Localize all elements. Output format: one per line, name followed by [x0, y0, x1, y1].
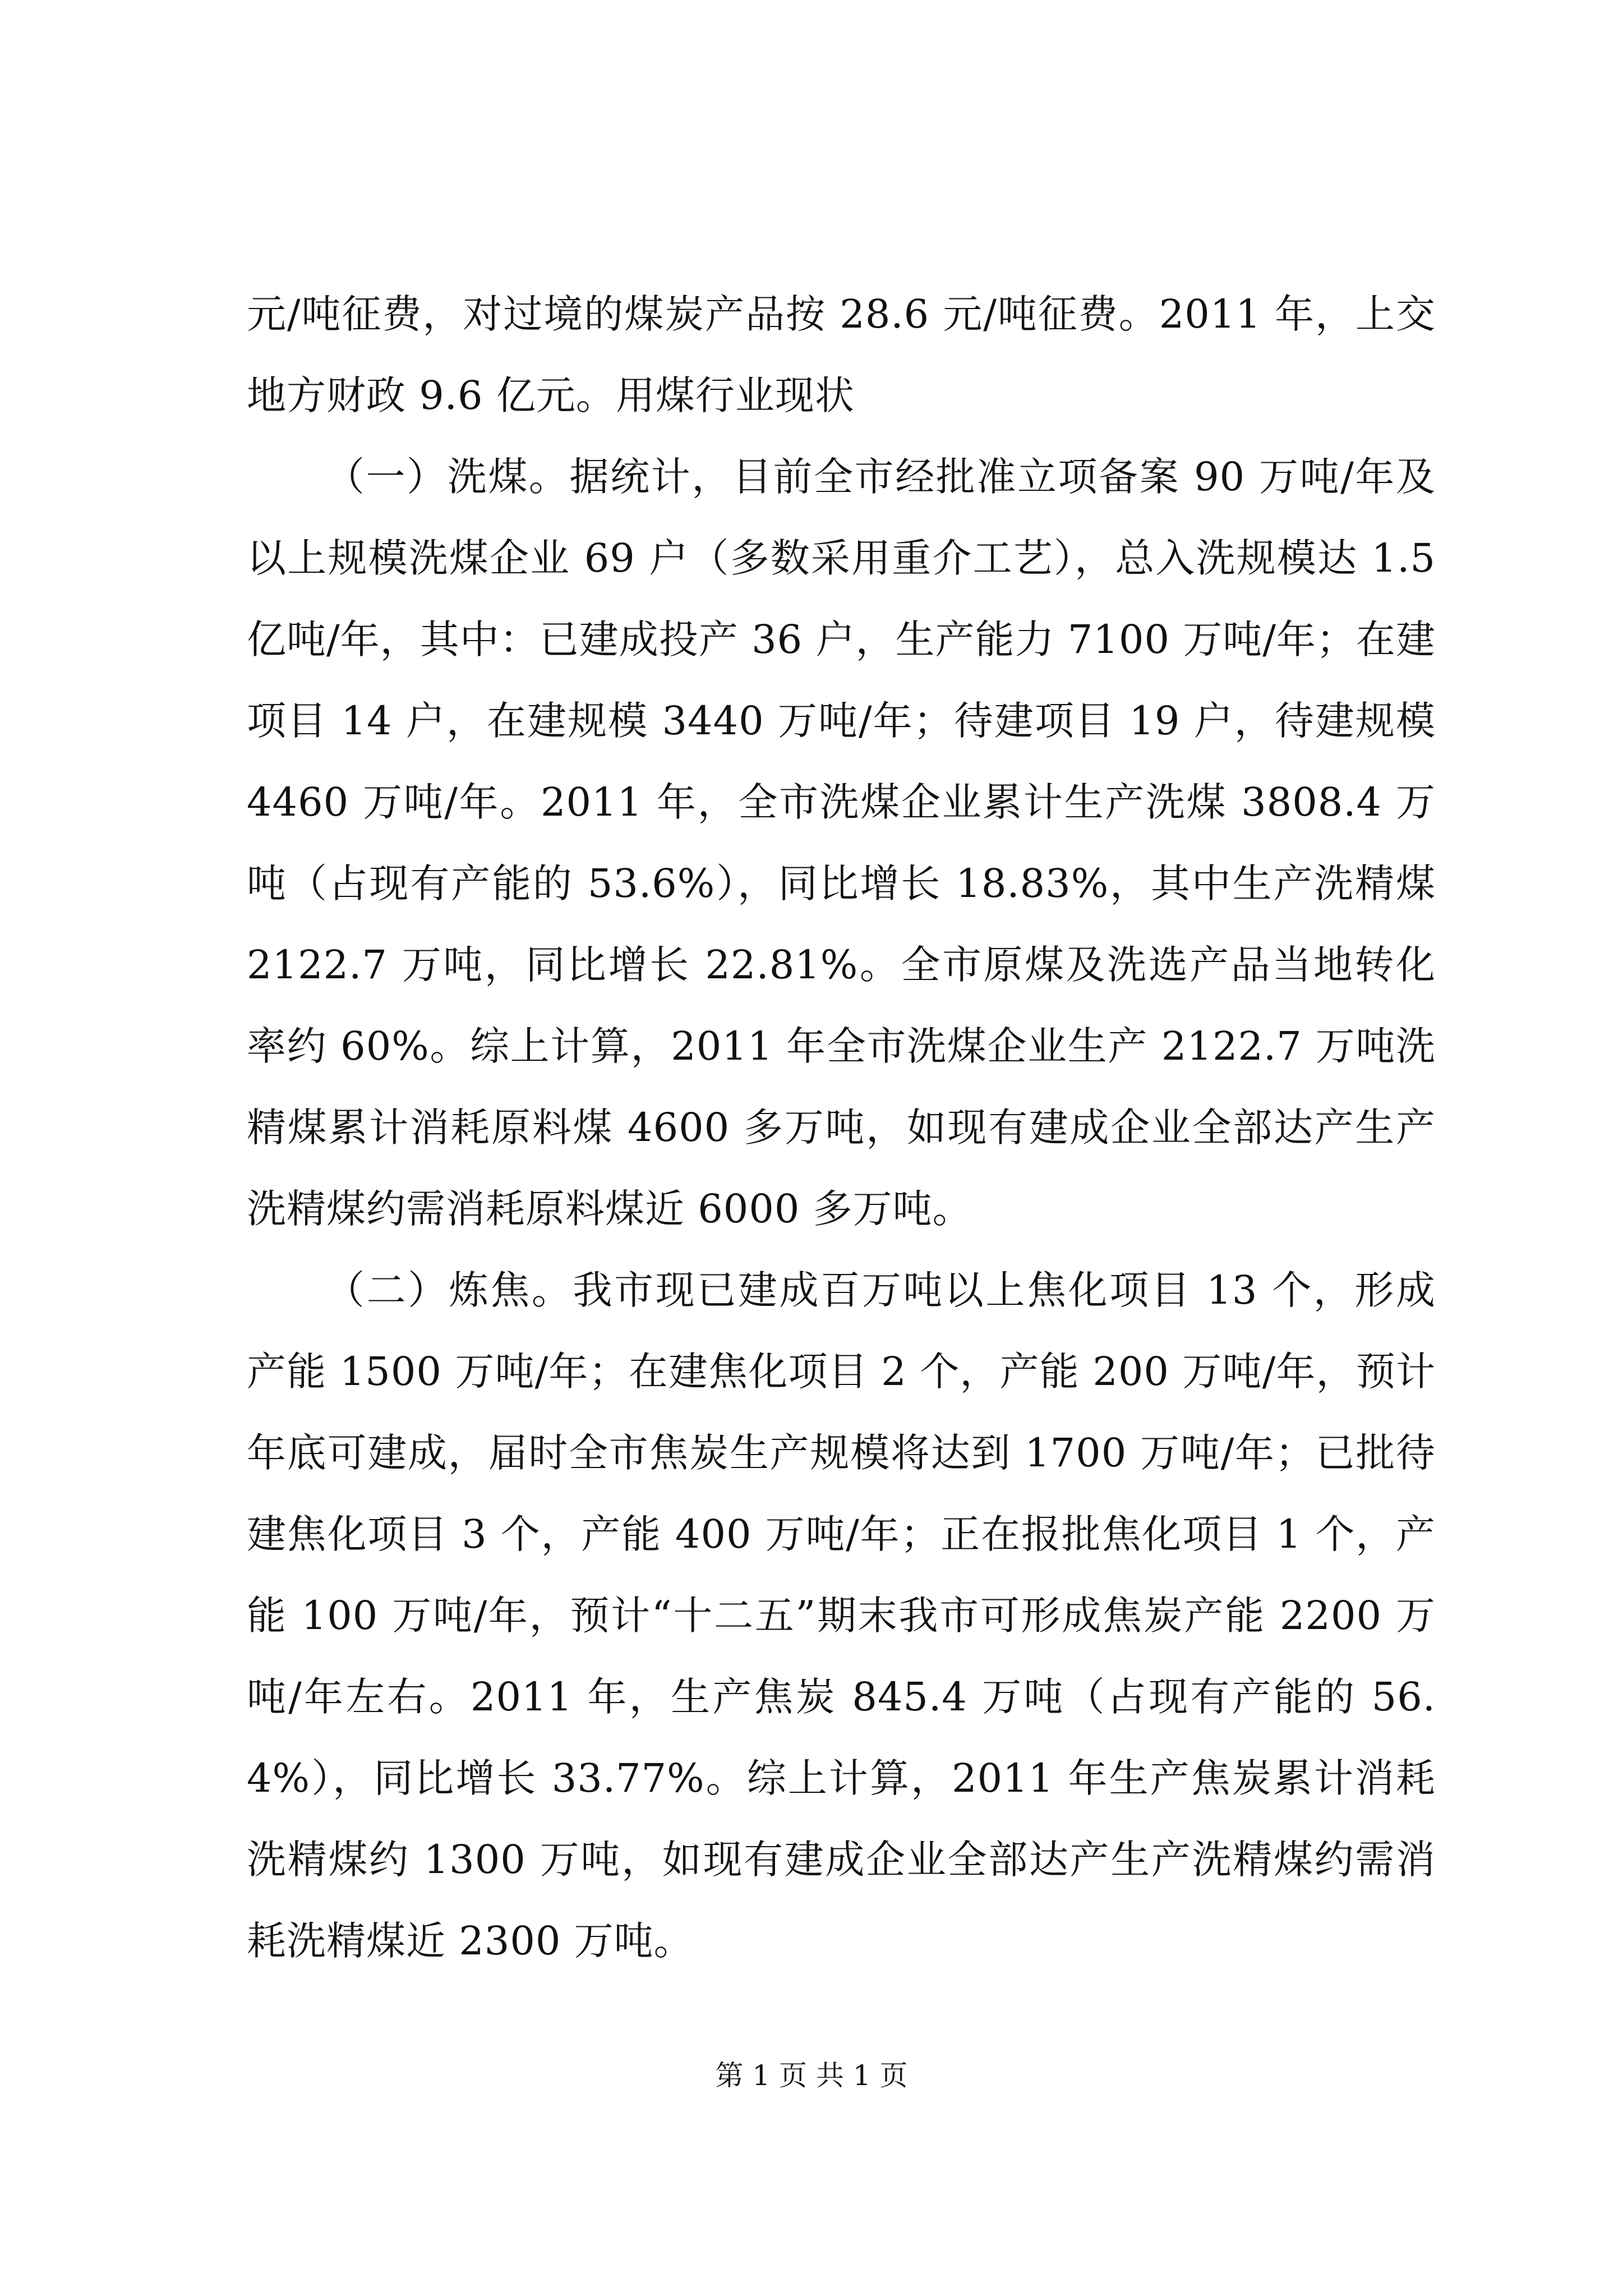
page-footer: 第 1 页 共 1 页 — [715, 2059, 908, 2092]
document-body — [247, 274, 1436, 1982]
paragraph-fee-summary: 元/吨征费，对过境的煤炭产品按 28.6 元/吨征费。2011 年，上交地方财政 9.6 亿元。用煤行业现状 — [247, 291, 1436, 418]
paragraph-coking: （二）炼焦。我市现已建成百万吨以上焦化项目 13 个，形成产能 1500 万吨/年；在建焦化项目 2 个，产能 200 万吨/年，预计年底可建成，届时全市焦炭生产规模将达到 1700 万吨/年；已批待建焦化项目 3 个，产能 400 万吨/年；正在报批焦化项目 1 个，产能 100 万吨/年，预计“十二五”期末我市可形成焦炭产能 2200 万吨/年左右。2011 年，生产焦炭 845.4 万吨（占现有产能的 56.4%），同比增长 33.77%。综上计算，2011 年生产焦炭累计消耗洗精煤约 1300 万吨，如现有建成企业全部达产生产洗精煤约需消耗洗精煤近 2300 万吨。 — [247, 1267, 1436, 1964]
paragraph-coal-washing: （一）洗煤。据统计，目前全市经批准立项备案 90 万吨/年及以上规模洗煤企业 69 户（多数采用重介工艺），总入洗规模达 1.5 亿吨/年，其中：已建成投产 36 户，生产能力 7100 万吨/年；在建项目 14 户，在建规模 3440 万吨/年；待建项目 19 户，待建规模 4460 万吨/年。2011 年，全市洗煤企业累计生产洗煤 3808.4 万吨（占现有产能的 53.6%），同比增长 18.83%，其中生产洗精煤 2122.7 万吨，同比增长 22.81%。全市原煤及洗选产品当地转化率约 60%。综上计算，2011 年全市洗煤企业生产 2122.7 万吨洗精煤累计消耗原料煤 4600 多万吨，如现有建成企业全部达产生产洗精煤约需消耗原料煤近 6000 多万吨。 — [247, 454, 1436, 1232]
